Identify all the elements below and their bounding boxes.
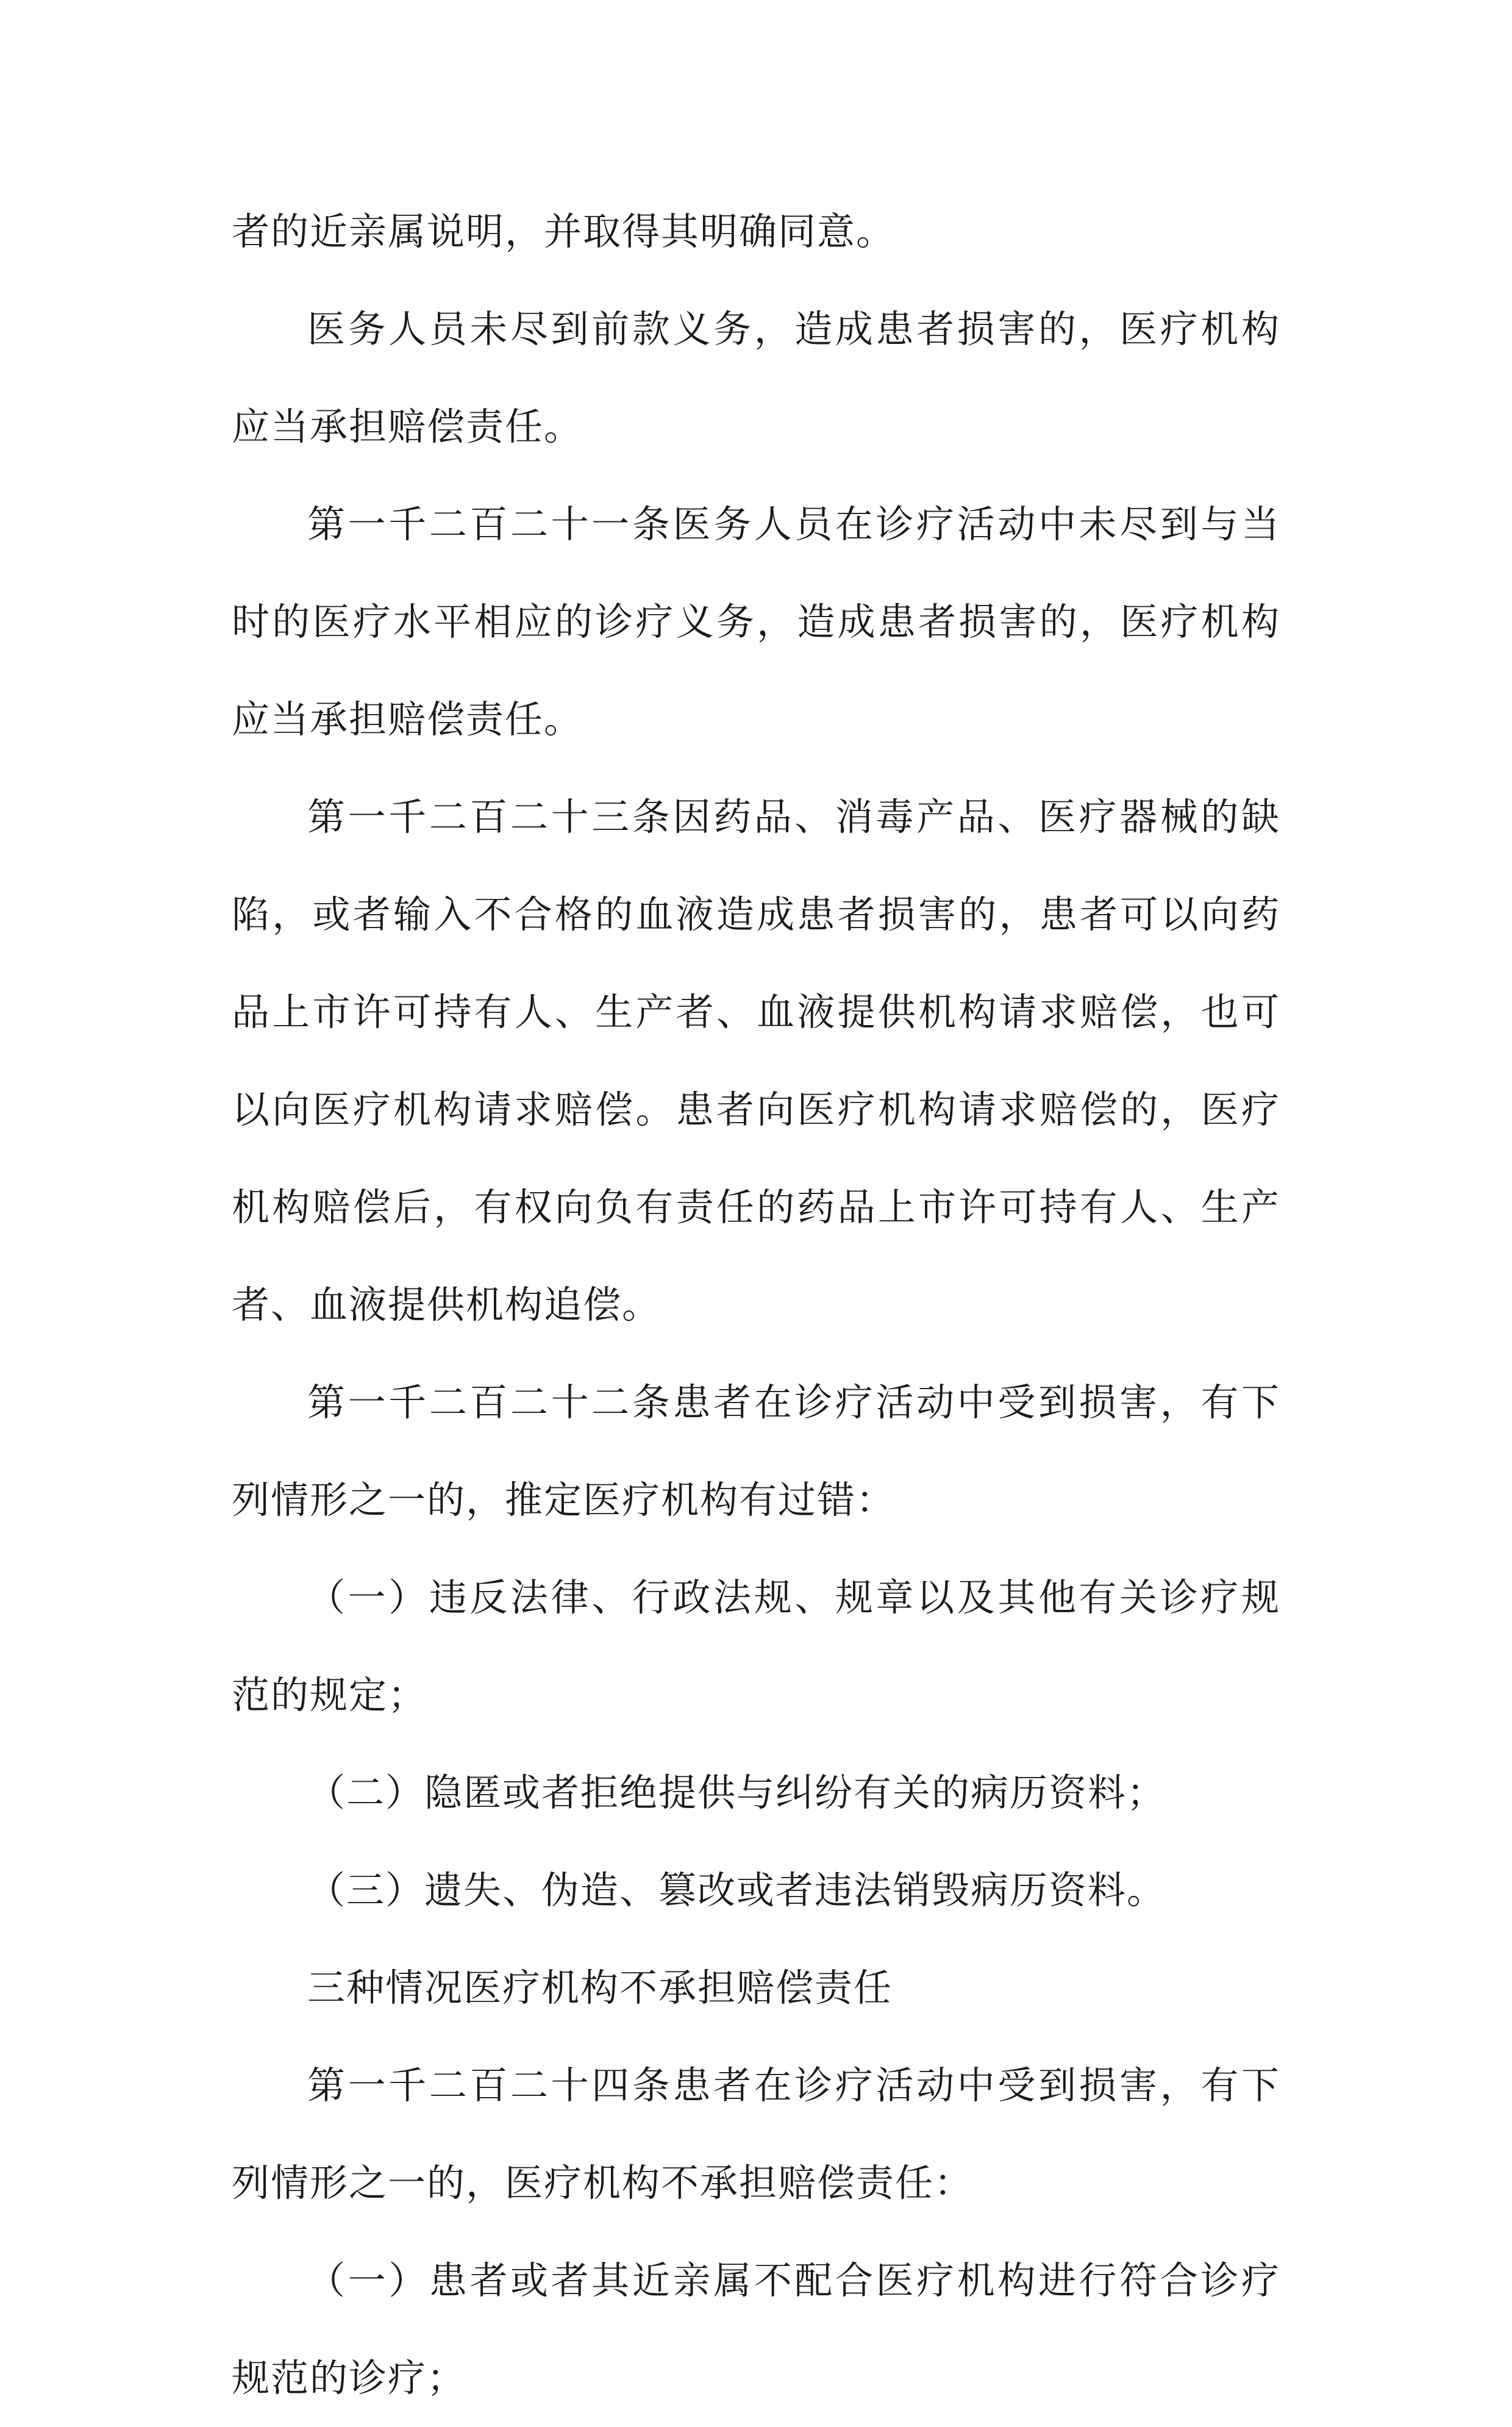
article-1222: 第一千二百二十二条患者在诊疗活动中受到损害，有下列情形之一的，推定医疗机构有过错：	[232, 1380, 1280, 1522]
article-1222-item-3: （三）遗失、伪造、篡改或者违法销毁病历资料。	[307, 1868, 1166, 1912]
article-1224-item-1: （一）患者或者其近亲属不配合医疗机构进行符合诊疗规范的诊疗；	[232, 2258, 1280, 2400]
article-1224: 第一千二百二十四条患者在诊疗活动中受到损害，有下列情形之一的，医疗机构不承担赔偿责任：	[232, 2063, 1280, 2205]
article-1221: 第一千二百二十一条医务人员在诊疗活动中未尽到与当时的医疗水平相应的诊疗义务，造成患者损害的，医疗机构应当承担赔偿责任。	[232, 502, 1280, 742]
article-1223: 第一千二百二十三条因药品、消毒产品、医疗器械的缺陷，或者输入不合格的血液造成患者损害的，患者可以向药品上市许可持有人、生产者、血液提供机构请求赔偿，也可以向医疗机构请求赔偿。患者向医疗机构请求赔偿的，医疗机构赔偿后，有权向负有责任的药品上市许可持有人、生产者、血液提供机构追偿。	[232, 795, 1280, 1327]
paragraph-liability-notice: 医务人员未尽到前款义务，造成患者损害的，医疗机构应当承担赔偿责任。	[232, 307, 1280, 449]
section-heading: 三种情况医疗机构不承担赔偿责任	[307, 1965, 893, 2010]
article-1222-item-2: （二）隐匿或者拒绝提供与纠纷有关的病历资料；	[307, 1770, 1166, 1815]
article-1222-item-1: （一）违反法律、行政法规、规章以及其他有关诊疗规范的规定；	[232, 1575, 1280, 1717]
document-body	[232, 183, 1280, 2427]
paragraph-continuation: 者的近亲属说明，并取得其明确同意。	[232, 209, 896, 254]
